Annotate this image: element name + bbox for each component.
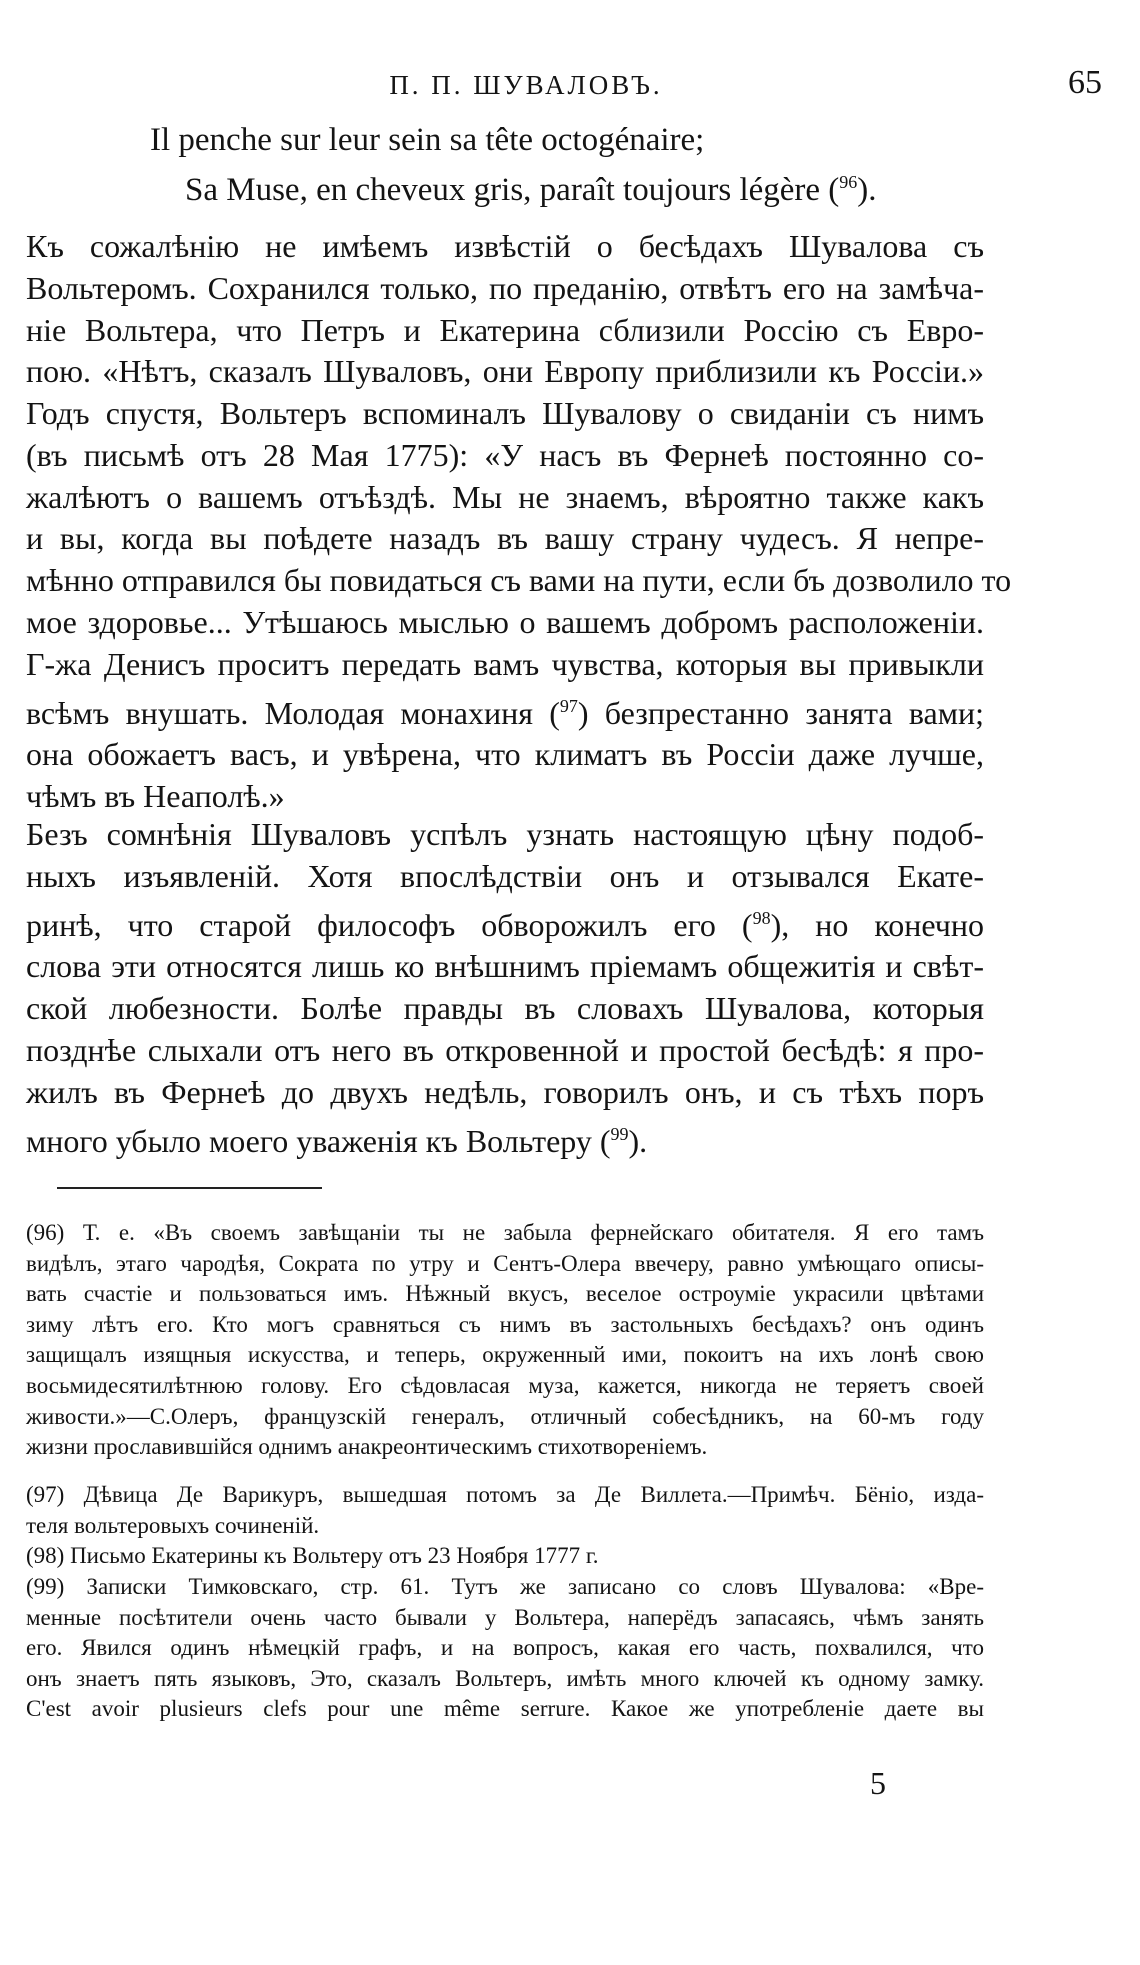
footnote-line: теля вольтеровыхъ сочиненій. — [26, 1512, 320, 1538]
footnote-line: живости.»—С.Олеръ, французскій генералъ, отличный собесѣдникъ, на 60-мъ году — [26, 1403, 984, 1429]
page-number: 65 — [1068, 64, 1102, 101]
footnote-line: (97) Дѣвица Де Варикуръ, вышедшая потомъ за Де Виллета.—Примѣч. Бёнio, изда- — [26, 1482, 984, 1507]
footnote-96 — [26, 1218, 984, 1463]
footnote-line: видѣлъ, этаго чародѣя, Сократа по утру и Сентъ-Олера ввечеру, равно умѣющаго описы- — [26, 1250, 984, 1276]
paragraph-line: чѣмъ въ Неаполѣ.» — [26, 778, 285, 815]
paragraph-line: Г-жа Денисъ проситъ передать вамъ чувства, которыя вы привыкли — [26, 645, 984, 682]
paragraph-line: Годъ спустя, Вольтеръ вспоминалъ Шувалову о свиданіи съ нимъ — [26, 395, 984, 431]
paragraph-line: ской любезности. Болѣе правды въ словахъ Шувалова, которыя — [26, 990, 984, 1027]
paragraph-1 — [26, 226, 984, 393]
footnote-line: (98) Письмо Екатерины къ Вольтеру отъ 23 Ноября 1777 г. — [26, 1543, 599, 1568]
running-title: П. П. ШУВАЛОВЪ. — [389, 70, 663, 100]
footnote-divider — [57, 1187, 322, 1189]
paragraph-line-with-ref — [26, 898, 984, 947]
footnote-line: вать счастіе и пользоваться имъ. Нѣжный вкусъ, веселое остроуміе украсили цвѣтами — [26, 1281, 984, 1307]
footnote-line: его. Явился одинъ нѣмецкій графъ, и на вопросъ, какая его часть, похвалился, что — [26, 1635, 984, 1661]
footnote-ref-97[interactable]: 97 — [559, 695, 578, 716]
paragraph-line: жилъ въ Фернеѣ до двухъ недѣль, говорилъ онъ, и съ тѣхъ поръ — [26, 1073, 984, 1110]
verse-line-2-tail: ). — [857, 172, 877, 208]
footnote-98 — [26, 1541, 984, 1572]
verse-line-2 — [185, 172, 877, 209]
footnote-ref-99[interactable]: 99 — [610, 1123, 629, 1144]
paragraph-3 — [26, 814, 984, 1162]
footnote-99 — [26, 1572, 984, 1725]
paragraph-line: позднѣе слыхали отъ него въ откровенной и простой бесѣдѣ: я про- — [26, 1031, 984, 1068]
paragraph-line: Вольтеромъ. Сохранился только, по преданію, отвѣтъ его на замѣча- — [26, 269, 984, 306]
running-head — [26, 64, 1108, 110]
footnote-line: зиму лѣтъ его. Кто могъ сравняться съ нимъ въ застольныхъ бесѣдахъ? онъ одинъ — [26, 1311, 984, 1337]
paragraph-line: пою. «Нѣтъ, сказалъ Шуваловъ, они Европу приблизили къ Россіи.» — [26, 353, 984, 390]
paragraph-line: и вы, когда вы поѣдете назадъ въ вашу страну чудесъ. Я непре- — [26, 520, 984, 557]
footnote-ref-98[interactable]: 98 — [752, 907, 771, 928]
paragraph-line-tail: ). — [628, 1122, 648, 1159]
paragraph-line-text: ринѣ, что старой философъ обворожилъ его ( — [26, 906, 753, 943]
footnote-ref-96[interactable]: 96 — [839, 172, 858, 192]
paragraph-line: жалѣютъ о вашемъ отъѣздѣ. Мы не знаемъ, вѣроятно также какъ — [26, 478, 984, 515]
paragraph-line: мѣнно отправился бы повидаться съ вами на пути, если бъ дозволило то — [26, 562, 1012, 599]
paragraph-2 — [26, 393, 1012, 818]
paragraph-line: ныхъ изъявленій. Хотя впослѣдствіи онъ и отзывался Екате- — [26, 857, 984, 894]
footnote-line: (96) Т. е. «Въ своемъ завѣщаніи ты не забыла фернейскаго обитателя. Я его тамъ — [26, 1220, 984, 1245]
paragraph-line-with-ref — [26, 686, 984, 735]
signature-mark: 5 — [870, 1765, 886, 1801]
paragraph-line-text: много убыло моего уваженія къ Вольтеру ( — [26, 1122, 611, 1159]
footnote-line: жизни прославившійся однимъ анакреонтическимъ стихотвореніемъ. — [26, 1434, 708, 1460]
paragraph-line-with-ref — [26, 1114, 984, 1163]
paragraph-line-tail: ), но конечно — [770, 906, 984, 943]
footnote-line: менные посѣтители очень часто бывали у Вольтера, наперёдъ запасаясь, чѣмъ занять — [26, 1604, 984, 1630]
paragraph-line: она обожаетъ васъ, и увѣрена, что климатъ въ Россіи даже лучше, — [26, 736, 984, 773]
footnote-line: защищалъ изящныя искусства, и теперь, окруженный ими, покоитъ на ихъ лонѣ свою — [26, 1342, 984, 1368]
paragraph-line-tail: ) безпрестанно занята вами; — [577, 694, 984, 731]
verse-line-2-text: Sa Muse, en cheveux gris, paraît toujours légère ( — [185, 172, 840, 208]
paragraph-line: Къ сожалѣнію не имѣемъ извѣстій о бесѣдахъ Шувалова съ — [26, 228, 984, 264]
verse-line-1: Il penche sur leur sein sa tête octogénaire; — [150, 122, 705, 158]
paragraph-line: (въ письмѣ отъ 28 Мая 1775): «У насъ въ Фернеѣ постоянно со- — [26, 436, 984, 473]
paragraph-line: ніе Вольтера, что Петръ и Екатерина сблизили Россію съ Евро- — [26, 311, 984, 348]
footnote-line: (99) Записки Тимковскаго, стр. 61. Тутъ же записано со словъ Шувалова: «Вре- — [26, 1574, 984, 1599]
footnote-line: онъ знаетъ пять языковъ, Это, сказалъ Вольтеръ, имѣть много ключей къ одному замку. — [26, 1665, 984, 1691]
footnote-line: C'est avoir plusieurs clefs pour une même serrure. Какое же употребленіе даете вы — [26, 1696, 984, 1722]
footnote-line: восьмидесятилѣтнюю голову. Его сѣдовласая муза, кажется, никогда не теряетъ своей — [26, 1372, 984, 1398]
paragraph-line: слова эти относятся лишь ко внѣшнимъ пріемамъ общежитія и свѣт- — [26, 948, 984, 985]
paragraph-line-text: всѣмъ внушать. Молодая монахиня ( — [26, 694, 560, 731]
footnote-97 — [26, 1480, 984, 1541]
paragraph-line: Безъ сомнѣнія Шуваловъ успѣлъ узнать настоящую цѣну подоб- — [26, 816, 984, 852]
paragraph-line: мое здоровье... Утѣшаюсь мыслью о вашемъ добромъ расположеніи. — [26, 603, 984, 640]
